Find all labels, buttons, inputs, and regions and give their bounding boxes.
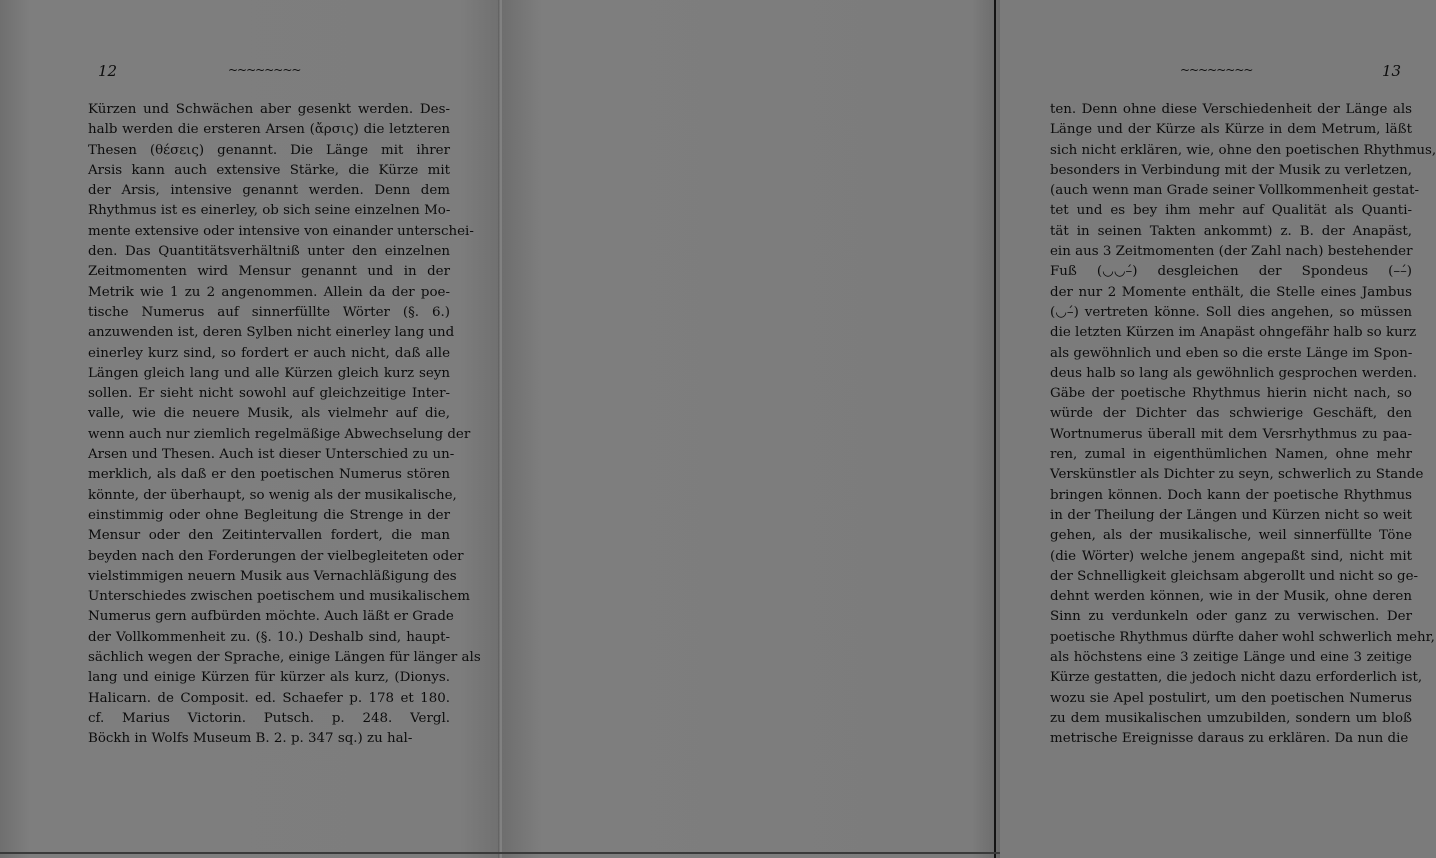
text-line: halb werden die ersteren Arsen (ἄρσις) die letzteren: [88, 122, 450, 138]
text-line: als gewöhnlich und eben so die erste Länge im Spon-: [1050, 345, 1413, 361]
text-line: Arsis kann auch extensive Stärke, die Kürze mit: [88, 162, 450, 178]
text-line: tet und es bey ihm mehr auf Qualität als Quanti-: [1050, 203, 1412, 219]
text-line: ren, zumal in eigenthümlichen Namen, ohne mehr: [1050, 447, 1412, 463]
text-line: ein aus 3 Zeitmomenten (der Zahl nach) bestehender: [1050, 244, 1413, 260]
text-line: Fuß (◡◡–́) desgleichen der Spondeus (––́): [1050, 264, 1412, 280]
text-line: (◡–́) vertreten könne. Soll dies angehen, so müssen: [1050, 304, 1412, 320]
text-line: Böckh in Wolfs Museum B. 2. p. 347 sq.) zu hal-: [88, 731, 413, 747]
right-page-number: 13: [1382, 62, 1402, 80]
text-line: vielstimmigen neuern Musik aus Vernachläßigung des: [88, 568, 457, 584]
text-line: den. Das Quantitätsverhältniß unter den einzelnen: [88, 244, 450, 260]
text-line: bringen können. Doch kann der poetische Rhythmus: [1050, 487, 1412, 503]
text-line: Halicarn. de Composit. ed. Schaefer p. 178 et 180.: [88, 690, 450, 706]
text-line: mente extensive oder intensive von einander unterschei-: [88, 223, 474, 239]
text-line: Metrik wie 1 zu 2 angenommen. Allein da der poe-: [88, 284, 450, 300]
text-line: valle, wie die neuere Musik, als vielmehr auf die,: [88, 406, 450, 422]
text-line: lang und einige Kürzen für kürzer als kurz, (Dionys.: [88, 670, 450, 686]
text-line: sich nicht erklären, wie, ohne den poetischen Rhythmus,: [1050, 142, 1436, 158]
text-line: Wortnumerus überall mit dem Versrhythmus zu paa-: [1050, 426, 1412, 442]
text-line: Arsen und Thesen. Auch ist dieser Unterschied zu un-: [88, 447, 455, 463]
text-line: der Schnelligkeit gleichsam abgerollt und nicht so ge-: [1050, 568, 1419, 584]
text-line: einerley kurz sind, so fordert er auch nicht, daß alle: [88, 345, 450, 361]
text-line: der Arsis, intensive genannt werden. Denn dem: [88, 183, 450, 199]
text-line: metrische Ereignisse daraus zu erklären. Da nun die: [1050, 731, 1409, 747]
text-line: poetische Rhythmus dürfte daher wohl schwerlich mehr,: [1050, 629, 1435, 645]
left-page-number: 12: [98, 62, 118, 80]
text-line: tische Numerus auf sinnerfüllte Wörter (§. 6.): [88, 304, 450, 320]
text-line: in der Theilung der Längen und Kürzen nicht so weit: [1050, 507, 1412, 523]
text-line: ten. Denn ohne diese Verschiedenheit der Länge als: [1050, 102, 1412, 117]
text-line: Numerus gern aufbürden möchte. Auch läßt er Grade: [88, 609, 454, 625]
text-line: (die Wörter) welche jenem angepaßt sind, nicht mit: [1050, 548, 1412, 564]
text-line: könnte, der überhaupt, so wenig als der musikalische,: [88, 487, 457, 503]
text-line: Kürze gestatten, die jedoch nicht dazu erforderlich ist,: [1050, 670, 1423, 686]
text-line: beyden nach den Forderungen der vielbegleiteten oder: [88, 548, 464, 564]
text-line: anzuwenden ist, deren Sylben nicht einerley lang und: [88, 325, 455, 341]
text-line: tät in seinen Takten ankommt) z. B. der Anapäst,: [1050, 223, 1412, 239]
text-line: Längen gleich lang und alle Kürzen gleich kurz seyn: [88, 365, 450, 381]
text-line: der Vollkommenheit zu. (§. 10.) Deshalb sind, haupt-: [88, 629, 450, 645]
text-line: gehen, als der musikalische, weil sinnerfüllte Töne: [1050, 528, 1412, 544]
bottom-page-edge: [0, 852, 1000, 854]
text-line: Mensur oder den Zeitintervallen fordert, die man: [88, 528, 450, 544]
text-line: zu dem musikalischen umzubilden, sondern um bloß: [1050, 710, 1412, 726]
text-line: Kürzen und Schwächen aber gesenkt werden. Des-: [88, 102, 450, 117]
text-line: Sinn zu verdunkeln oder ganz zu verwischen. Der: [1050, 609, 1412, 625]
left-page: [0, 0, 500, 858]
text-line: einstimmig oder ohne Begleitung die Strenge in der: [88, 507, 450, 523]
text-line: cf. Marius Victorin. Putsch. p. 248. Vergl.: [88, 710, 450, 726]
text-line: würde der Dichter das schwierige Geschäft, den: [1050, 406, 1412, 422]
text-line: die letzten Kürzen im Anapäst ohngefähr halb so kurz: [1050, 325, 1417, 341]
text-line: Gäbe der poetische Rhythmus hierin nicht nach, so: [1050, 386, 1412, 402]
text-line: deus halb so lang als gewöhnlich gesprochen werden.: [1050, 365, 1417, 381]
right-header-ornament: ~~~~~~~~: [1180, 63, 1253, 77]
right-page: [502, 0, 1436, 858]
left-header-ornament: ~~~~~~~~: [228, 63, 301, 77]
text-line: Länge und der Kürze als Kürze in dem Metrum, läßt: [1050, 122, 1412, 138]
text-line: Zeitmomenten wird Mensur genannt und in der: [88, 264, 450, 280]
text-line: der nur 2 Momente enthält, die Stelle eines Jambus: [1050, 284, 1412, 300]
text-line: dehnt werden können, wie in der Musik, ohne deren: [1050, 589, 1412, 605]
right-text-block: [1050, 100, 1436, 750]
text-line: Thesen (θέσεις) genannt. Die Länge mit ihrer: [88, 142, 450, 158]
text-line: Verskünstler als Dichter zu seyn, schwerlich zu Stande: [1050, 467, 1424, 483]
right-page-edge: [994, 0, 996, 858]
left-text-block: [88, 100, 481, 750]
text-line: sollen. Er sieht nicht sowohl auf gleichzeitige Inter-: [88, 386, 450, 402]
text-line: Unterschiedes zwischen poetischem und musikalischem: [88, 589, 470, 605]
text-line: Rhythmus ist es einerley, ob sich seine einzelnen Mo-: [88, 203, 451, 219]
text-line: als höchstens eine 3 zeitige Länge und eine 3 zeitige: [1050, 650, 1412, 666]
text-line: sächlich wegen der Sprache, einige Längen für länger als: [88, 650, 481, 666]
text-line: besonders in Verbindung mit der Musik zu verletzen,: [1050, 162, 1412, 178]
text-line: wozu sie Apel postulirt, um den poetischen Numerus: [1050, 690, 1412, 706]
text-line: merklich, als daß er den poetischen Numerus stören: [88, 467, 450, 483]
text-line: wenn auch nur ziemlich regelmäßige Abwechselung der: [88, 426, 471, 442]
text-line: (auch wenn man Grade seiner Vollkommenheit gestat-: [1050, 183, 1420, 199]
